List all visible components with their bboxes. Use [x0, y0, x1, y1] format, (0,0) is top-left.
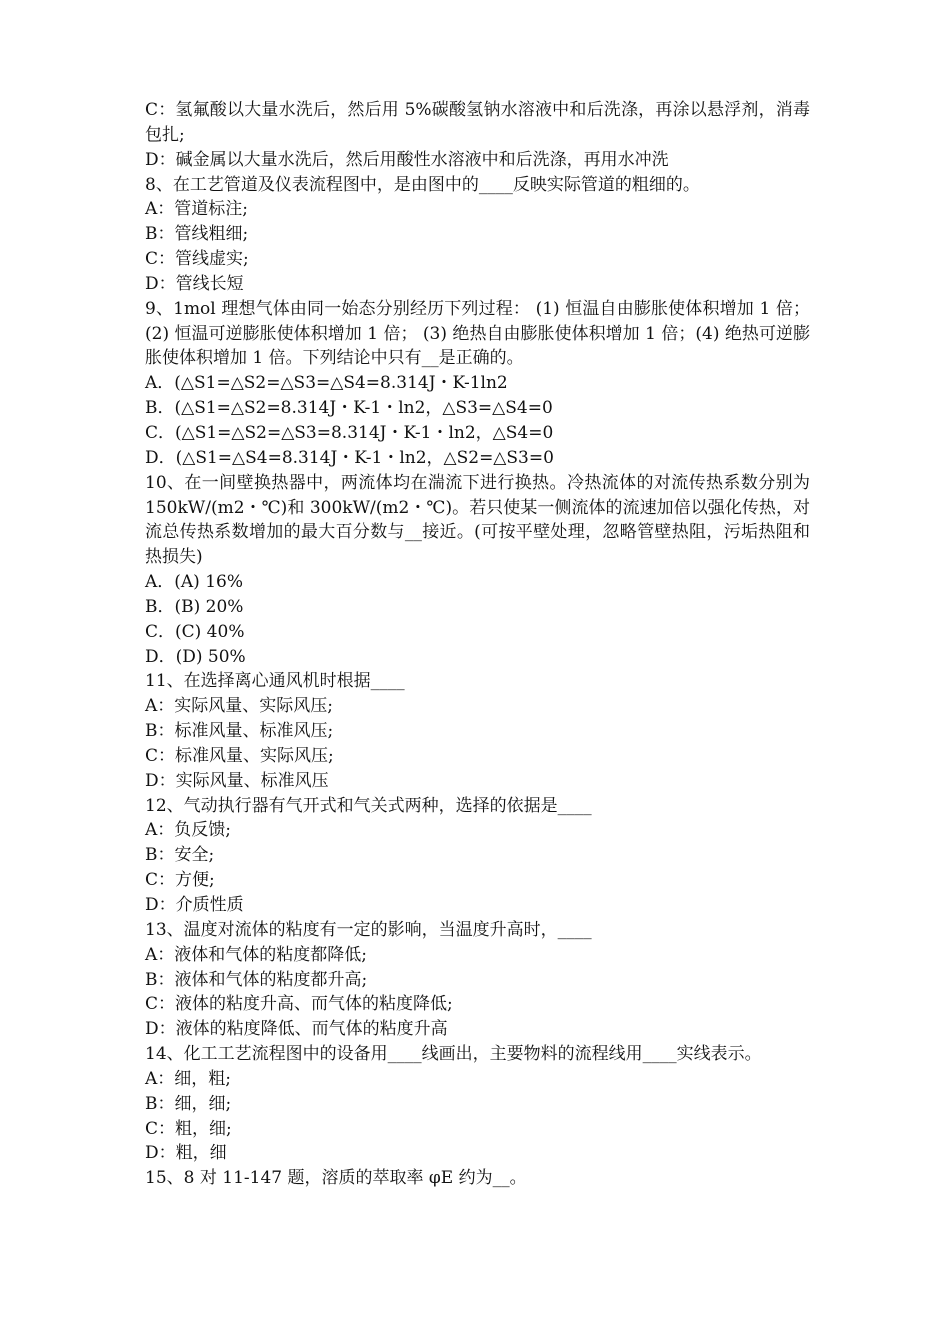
text-line: B：细，细;: [145, 1093, 232, 1114]
text-line: B：液体和气体的粘度都升高;: [145, 969, 368, 990]
text-line: D．(△S1=△S4=8.314J・K-1・ln2，△S2=△S3=0: [145, 447, 554, 468]
text-line: 11、在选择离心通风机时根据____: [145, 671, 405, 692]
text-line: A．(A) 16%: [145, 572, 244, 593]
paragraph: 10、在一间壁换热器中，两流体均在湍流下进行换热。冷热流体的对流传热系数分别为 150kW/(m2・℃)和 300kW/(m2・℃)。若只使某一侧流体的流速加倍以强化传热，对流总传热系数增加的最大百分数与__接近。(可按平壁处理，忽略管壁热阻，污垢热阻和热损失): [145, 472, 810, 568]
text-line: 13、温度对流体的粘度有一定的影响，当温度升高时，____: [145, 919, 592, 940]
text-line: D：碱金属以大量水洗后，然后用酸性水溶液中和后洗涤，再用水冲洗: [145, 149, 669, 170]
document-page: [145, 98, 810, 1191]
text-line: 15、8 对 11-147 题，溶质的萃取率 φE 约为__。: [145, 1168, 527, 1189]
text-line: D：管线长短: [145, 273, 244, 294]
text-line: C：液体的粘度升高、而气体的粘度降低;: [145, 994, 453, 1015]
text-line: D：粗，细: [145, 1143, 227, 1164]
text-line: A：管道标注;: [145, 199, 249, 220]
text-line: C：粗，细;: [145, 1118, 232, 1139]
text-line: C：方便;: [145, 870, 215, 891]
text-line: B：标准风量、标准风压;: [145, 721, 334, 742]
text-line: C：标准风量、实际风压;: [145, 745, 334, 766]
paragraph: 9、1mol 理想气体由同一始态分别经历下列过程： (1) 恒温自由膨胀使体积增加 1 倍；(2) 恒温可逆膨胀使体积增加 1 倍； (3) 绝热自由膨胀使体积增加 1 倍；(4) 绝热可逆膨胀使体积增加 1 倍。下列结论中只有__是正确的。: [145, 298, 810, 369]
paragraph: C：氢氟酸以大量水洗后，然后用 5%碳酸氢钠水溶液中和后洗涤，再涂以悬浮剂，消毒包扎;: [145, 100, 810, 145]
text-line: 12、气动执行器有气开式和气关式两种，选择的依据是____: [145, 795, 592, 816]
text-line: A．(△S1=△S2=△S3=△S4=8.314J・K-1ln2: [145, 373, 508, 394]
text-line: C．(C) 40%: [145, 621, 245, 642]
text-line: B．(△S1=△S2=8.314J・K-1・ln2，△S3=△S4=0: [145, 398, 553, 419]
text-line: A：负反馈;: [145, 820, 232, 841]
text-line: B：安全;: [145, 845, 215, 866]
text-line: D：实际风量、标准风压: [145, 770, 329, 791]
text-line: C：管线虚实;: [145, 249, 249, 270]
text-line: D：液体的粘度降低、而气体的粘度升高: [145, 1019, 448, 1040]
text-line: B：管线粗细;: [145, 224, 249, 245]
text-line: A：实际风量、实际风压;: [145, 696, 334, 717]
text-line: D．(D) 50%: [145, 646, 246, 667]
text-line: B．(B) 20%: [145, 596, 244, 617]
text-line: D：介质性质: [145, 895, 244, 915]
text-line: 14、化工工艺流程图中的设备用____线画出，主要物料的流程线用____实线表示。: [145, 1044, 762, 1065]
text-line: A：细，粗;: [145, 1068, 232, 1089]
text-line: 8、在工艺管道及仪表流程图中，是由图中的____反映实际管道的粗细的。: [145, 174, 700, 195]
text-line: A：液体和气体的粘度都降低;: [145, 944, 368, 965]
text-line: C．(△S1=△S2=△S3=8.314J・K-1・ln2，△S4=0: [145, 422, 554, 443]
